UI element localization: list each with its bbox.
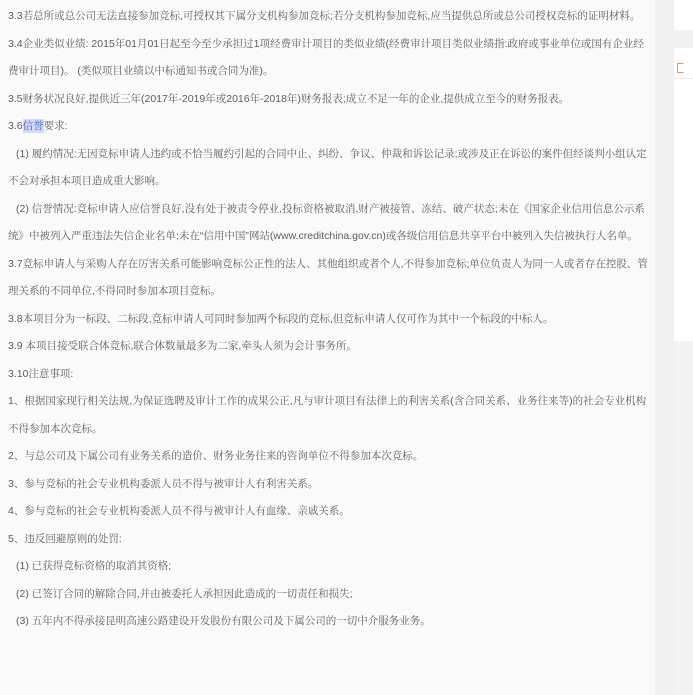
clause-3-7: 3.7竞标申请人与采购人存在厉害关系可能影响竞标公正性的法人、其他组织或者个人,不得参加竞标;单位负责人为同一人或者存在控股、管理关系的不同单位,不得同时参加本项目竞标。 [8,257,648,297]
penalty-2: (2) 已签订合同的解除合同,并由被委托人承担因此造成的一切责任和损失; [16,587,353,600]
clause-3-4: 3.4企业类似业绩: 2015年01月01日起至今至少承担过1项经费审计项目的类似业绩(经费审计项目类似业绩指:政府或事业单位或国有企业经费审计项目)。 (类似项目业绩以中标通知书或合同为准)。 [8,37,644,77]
note-5-heading: 5、违反回避原则的处罚: [8,532,122,545]
penalty-1: (1) 已获得竞标资格的取消其资格; [16,560,172,572]
panel-divider [674,78,693,79]
clipboard-outline-icon[interactable] [677,63,684,73]
note-3: 3、参与竞标的社会专业机构委派人员不得与被审计人有利害关系。 [8,477,319,490]
clause-3-6-prefix: 3.6 [8,120,23,132]
note-1: 1、根据国家现行相关法规,为保证选聘及审计工作的成果公正,凡与审计项目有法律上的利害关系(含合同关系、业务往来等)的社会专业机构不得参加本次竞标。 [8,395,647,435]
scrollbar-track[interactable] [655,0,674,695]
clause-3-10-heading: 3.10注意事项: [8,367,74,380]
penalty-3: (3) 五年内不得承接昆明高速公路建设开发股份有限公司及下属公司的一切中介服务业务。 [16,615,431,627]
clause-3-5: 3.5财务状况良好,提供近三年(2017年-2019年或2016年-2018年)财务报表;成立不足一年的企业,提供成立至今的财务报表。 [8,92,570,105]
right-panel-edge [674,0,693,695]
panel-header-strip [674,30,693,48]
clause-3-8: 3.8本项目分为一标段、二标段,竞标申请人可同时参加两个标段的竞标,但竞标申请人仅可作为其中一个标段的中标人。 [8,312,554,325]
clause-3-3: 3.3若总所或总公司无法直接参加竞标,可授权其下属分支机构参加竞标;若分支机构参加竞标,应当提供总所或总公司授权竞标的证明材料。 [8,10,641,22]
search-highlight: 信誉 [22,120,44,132]
note-4: 4、参与竞标的社会专业机构委派人员不得与被审计人有血缘、亲戚关系。 [8,505,350,517]
clause-3-6-heading [8,113,654,141]
page-background [674,341,693,695]
note-2: 2、与总公司及下属公司有业务关系的造价、财务业务往来的咨询单位不得参加本次竞标。 [8,450,424,462]
clause-3-6-item-1: (1) 履约情况:无因竞标申请人违约或不恰当履约引起的合同中止、纠纷、争议、仲裁和诉讼记录;或涉及正在诉讼的案件但经谈判小组认定不会对承担本项目造成重大影响。 [8,147,647,187]
clause-3-9: 3.9 本项目接受联合体竞标,联合体数量最多为二家,牵头人须为会计事务所。 [8,340,357,352]
clause-3-6-item-2: (2) 信誉情况:竞标申请人应信誉良好,没有处于被责令停业,投标资格被取消,财产被接管、冻结、破产状态;未在《国家企业信用信息公示系统》中被列入严重违法失信企业名单;未在“信用中国”网站(www.creditchina.gov.cn)或各级信用信息共享平台中被列入失信被执行人名单。 [8,202,645,242]
clause-3-6-suffix: 要求: [43,120,68,132]
